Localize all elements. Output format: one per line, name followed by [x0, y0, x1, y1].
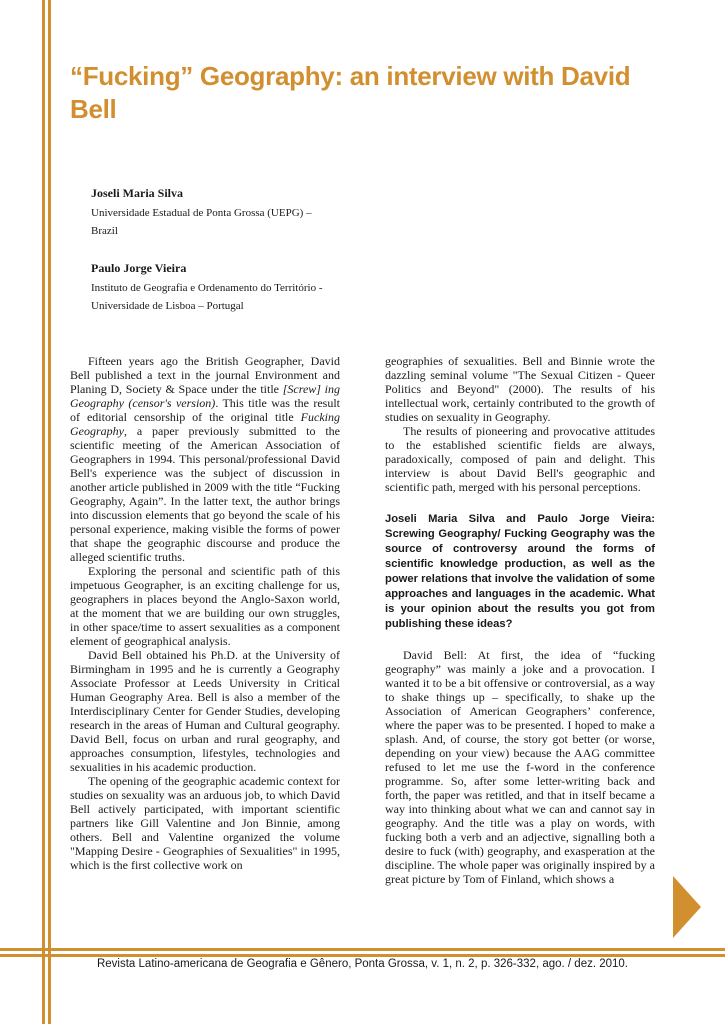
right-column	[385, 354, 655, 886]
left-border-line-inner	[48, 0, 51, 1024]
affiliation-line: Universidade de Lisboa – Portugal	[91, 300, 244, 312]
text-run: Fifteen years ago the British Geographer, David Bell published a text in the journal Environment and Planing D, Society & Space under the title	[70, 354, 340, 396]
author-affiliation	[91, 279, 351, 315]
text-run: , a paper previously submitted to the scientific meeting of the American Association of Geographers in 1994. This personal/professional David Bell's experience was the subject of discussion in another article published in 2009 with the title “Fucking Geography, Again”. In the latter text, the author brings into discussion elements that go beyond the scale of his personal experience, making visible the forms of power that shape the geographic discourse and produce the alleged scientific truths.	[70, 424, 340, 564]
body-paragraph	[70, 354, 340, 564]
affiliation-line: Brazil	[91, 225, 118, 237]
author-affiliation	[91, 204, 351, 240]
journal-footer: Revista Latino-americana de Geografia e Gênero, Ponta Grossa, v. 1, n. 2, p. 326-332, ago. / dez. 2010.	[96, 958, 629, 970]
body-paragraph: The opening of the geographic academic context for studies on sexuality was an arduous job, to which David Bell actively participated, with important scientific partners like Gill Valentine and Jon Binnie, among others. Bell and Valentine organized the volume "Mapping Desire - Geographies of Sexualities" in 1995, which is the first collective work on	[70, 774, 340, 872]
triangle-right-icon[interactable]	[673, 876, 701, 938]
text-run: . This title was the result of editorial censorship of the original title	[70, 396, 340, 424]
body-paragraph: The results of pioneering and provocative attitudes to the established scientific fields are always, paradoxically, composed of pain and delight. This interview is about David Bell's geographic and scientific path, merged with his personal perceptions.	[385, 424, 655, 494]
author-name: Joseli Maria Silva	[91, 186, 183, 200]
italic-title: Fucking Geography	[70, 410, 340, 438]
left-column	[70, 354, 340, 872]
affiliation-line: Universidade Estadual de Ponta Grossa (UEPG) –	[91, 207, 312, 219]
author-block	[91, 260, 351, 315]
interview-answer: David Bell: At first, the idea of “fucking geography” was mainly a joke and a provocation. I wanted it to be a bit offensive or controversial, as a way to shake things up – specifically, to shake up the Association of American Geographers’ conference, where the paper was to be presented. I hoped to make a splash. And, of course, the story got better (or worse, depending on your view) because the AAG committee refused to let me use the f-word in the conference programme. So, after some letter-writing back and forth, the paper was retitled, and that in itself became a way into thinking about what we can and cannot say in geography. And the title was a play on words, with fucking both a verb and an adjective, signalling both a desire to fuck (with) geography, and exasperation at the discipline. The whole paper was originally inspired by a great picture by Tom of Finland, which shows a	[385, 648, 655, 886]
footer-rule	[0, 948, 725, 951]
affiliation-line: Instituto de Geografia e Ordenamento do Território -	[91, 282, 323, 294]
body-paragraph: David Bell obtained his Ph.D. at the University of Birmingham in 1995 and he is currently a Geography Associate Professor at Leeds University in Critical Human Geography Area. Bell is also a member of the Interdisciplinary Center for Gender Studies, developing research in the areas of Human and Cultural geography. David Bell, focus on urban and rural geography, and approaches consumption, lifestyles, technologies and sexualities in his academic production.	[70, 648, 340, 774]
body-paragraph: Exploring the personal and scientific path of this impetuous Geographer, is an exciting challenge for us, geographers in places beyond the Anglo-Saxon world, at the moment that we are building our own struggles, in other space/time to assert sexualities as a component element of geographical analysis.	[70, 564, 340, 648]
author-block	[91, 185, 351, 240]
footer-rule-inner	[0, 954, 725, 957]
italic-title: [Screw] ing Geography (censor's version)	[70, 382, 340, 410]
left-border-line	[42, 0, 45, 1024]
author-name: Paulo Jorge Vieira	[91, 261, 187, 275]
article-title: “Fucking” Geography: an interview with David Bell	[70, 61, 631, 124]
body-paragraph: geographies of sexualities. Bell and Binnie wrote the dazzling seminal volume "The Sexual Citizen - Queer Politics and Beyond" (2000). The results of his intellectual work, certainly contributed to the growth of studies on sexuality in Geography.	[385, 354, 655, 424]
interview-question: Joseli Maria Silva and Paulo Jorge Vieira: Screwing Geography/ Fucking Geography was the source of controversy around the forms of scientific knowledge production, as well as the power relations that involve the validation of some approaches and languages in the academic. What is your opinion about the results you got from publishing these ideas?	[385, 513, 655, 630]
